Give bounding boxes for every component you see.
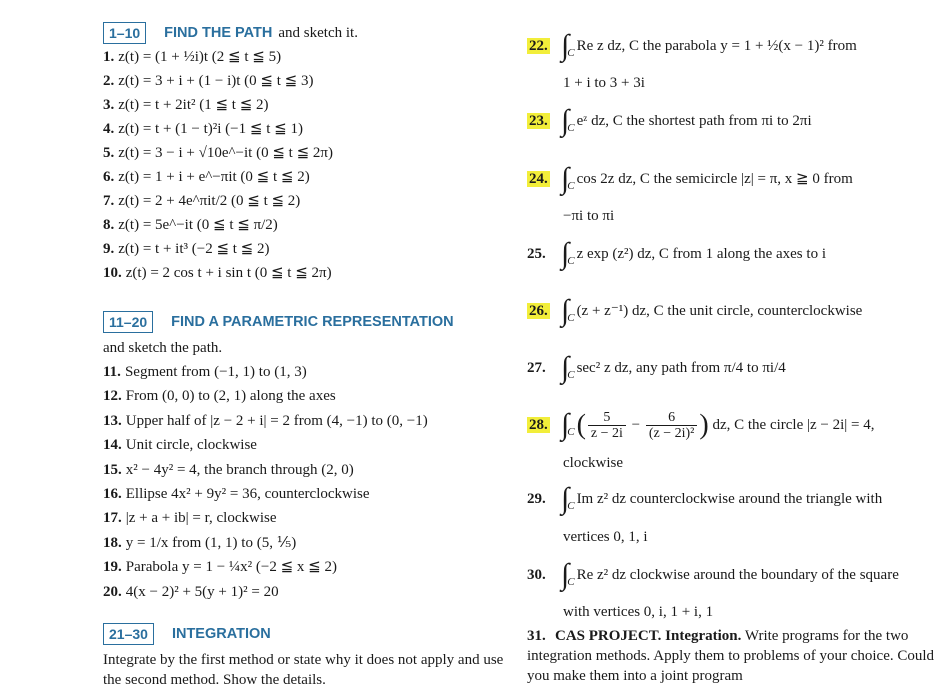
problem-number: 24. bbox=[529, 171, 548, 187]
item-text: z(t) = 2 + 4e^πit/2 (0 ≦ t ≦ 2) bbox=[118, 193, 301, 209]
list-item bbox=[103, 70, 313, 92]
problem-24: 24. $\int_C$ cos 2z dz, C the semicircle |z| = π, x ≧ 0 from bbox=[529, 161, 853, 195]
list-item bbox=[103, 238, 270, 260]
item-text: z(t) = 2 cos t + i sin t (0 ≦ t ≦ 2π) bbox=[125, 265, 332, 281]
item-number: 10. bbox=[103, 265, 122, 281]
item-text: x² − 4y² = 4, the branch through (2, 0) bbox=[125, 461, 354, 478]
item-text: z(t) = t + it³ (−2 ≦ t ≦ 2) bbox=[118, 241, 270, 257]
item-number: 11. bbox=[103, 364, 121, 380]
section-range-badge: 1–10 bbox=[103, 22, 146, 44]
list-item bbox=[103, 581, 279, 603]
problem-text: cos 2z dz, C the semicircle |z| = π, x ≧ 0 from bbox=[576, 171, 853, 187]
item-text: Upper half of |z − 2 + i| = 2 from (4, −1) to (0, −1) bbox=[125, 412, 428, 429]
item-number: 5. bbox=[103, 145, 115, 161]
problem-30: 30. $\int_C$ Re z² dz clockwise around the boundary of the square bbox=[527, 557, 899, 591]
problem-number: 31. bbox=[527, 628, 546, 644]
integral-sign: ∫ bbox=[561, 350, 570, 384]
section-intro: and sketch the path. bbox=[103, 340, 223, 356]
item-text: 4(x − 2)² + 5(y + 1)² = 20 bbox=[125, 583, 279, 600]
problem-text: dz, C the circle |z − 2i| = 4, bbox=[712, 417, 875, 433]
item-text: |z + a + ib| = r, clockwise bbox=[125, 510, 277, 527]
problem-22: 22. $\int_C$ Re z dz, C the parabola y = 1 + ½(x − 1)² from bbox=[529, 28, 857, 62]
section-title: FIND A PARAMETRIC REPRESENTATION bbox=[171, 314, 454, 330]
section-intro: Integrate by the first method or state why it does not apply and use the second method. Show the details. bbox=[103, 652, 504, 688]
list-item bbox=[103, 459, 354, 481]
section-title: FIND THE PATH bbox=[164, 25, 273, 41]
integral-sign: ∫ bbox=[561, 293, 570, 327]
list-item bbox=[103, 507, 277, 529]
problem-number: 26. bbox=[529, 303, 548, 319]
problem-number: 22. bbox=[529, 38, 548, 54]
problem-continuation: clockwise bbox=[563, 455, 623, 471]
section-header-integration bbox=[103, 623, 277, 645]
problem-text: sec² z dz, any path from π/4 to πi/4 bbox=[576, 360, 786, 376]
item-text: Ellipse 4x² + 9y² = 36, counterclockwise bbox=[125, 486, 370, 502]
list-item bbox=[103, 46, 281, 68]
problem-23: 23. $\int_C$ eᶻ dz, C the shortest path from πi to 2πi bbox=[529, 103, 812, 137]
problem-number: 29. bbox=[527, 491, 546, 507]
list-item bbox=[103, 262, 332, 284]
item-number: 12. bbox=[103, 388, 122, 405]
section-range-badge: 21–30 bbox=[103, 623, 154, 645]
item-number: 15. bbox=[103, 461, 122, 478]
problem-number: 27. bbox=[527, 360, 546, 376]
item-text: y = 1/x from (1, 1) to (5, ⅕) bbox=[125, 534, 297, 551]
problem-number: 28. bbox=[529, 417, 548, 433]
problem-28: 28. $\int_C$( $\frac{5}{z - 2i}$ − $\frac{6}{\text{(z − 2i)²}}$ ) dz, C the circle |z − 2i| = 4, bbox=[529, 407, 875, 442]
problem-number: 23. bbox=[529, 113, 548, 129]
section-range-badge: 11–20 bbox=[103, 311, 153, 333]
item-number: 19. bbox=[103, 559, 122, 576]
problem-text: Re z dz, C the parabola y = 1 + ½(x − 1)² from bbox=[576, 38, 857, 54]
item-number: 6. bbox=[103, 169, 115, 185]
list-item bbox=[103, 190, 300, 212]
item-text: Unit circle, clockwise bbox=[125, 437, 257, 454]
item-text: From (0, 0) to (2, 1) along the axes bbox=[125, 388, 336, 405]
list-item bbox=[103, 166, 310, 188]
list-item bbox=[103, 118, 303, 140]
item-number: 8. bbox=[103, 217, 115, 233]
item-number: 9. bbox=[103, 241, 115, 257]
item-text: z(t) = 3 − i + √10e^−it (0 ≦ t ≦ 2π) bbox=[118, 145, 333, 161]
list-item bbox=[103, 532, 296, 554]
project-title: CAS PROJECT. Integration. bbox=[555, 628, 742, 644]
problem-31 bbox=[527, 626, 939, 686]
problem-continuation: with vertices 0, i, 1 + i, 1 bbox=[563, 604, 714, 620]
integral-sign: ∫ bbox=[561, 103, 570, 137]
item-number: 4. bbox=[103, 121, 115, 137]
list-item bbox=[103, 410, 428, 432]
item-number: 14. bbox=[103, 437, 122, 454]
problem-text: Re z² dz clockwise around the boundary of the square bbox=[576, 567, 899, 583]
fraction-term: $\frac{5}{z - 2i}$ bbox=[588, 410, 626, 441]
list-item bbox=[103, 94, 269, 116]
item-text: z(t) = t + 2it² (1 ≦ t ≦ 2) bbox=[118, 97, 269, 113]
problem-number: 25. bbox=[527, 246, 546, 262]
problem-27: 27. $\int_C$ sec² z dz, any path from π/4 to πi/4 bbox=[527, 350, 786, 384]
integral-sign: ∫ bbox=[561, 481, 570, 515]
item-text: z(t) = 3 + i + (1 − i)t (0 ≦ t ≦ 3) bbox=[118, 73, 314, 89]
integral-sign: ∫ bbox=[561, 161, 570, 195]
item-number: 1. bbox=[103, 49, 115, 65]
integral-sign: ∫ bbox=[561, 28, 570, 62]
problem-text: Im z² dz counterclockwise around the triangle with bbox=[576, 491, 883, 507]
item-number: 20. bbox=[103, 583, 122, 600]
list-item bbox=[103, 434, 257, 456]
item-number: 16. bbox=[103, 486, 122, 502]
item-text: Segment from (−1, 1) to (1, 3) bbox=[124, 364, 307, 380]
integral-sign: ∫ bbox=[561, 557, 570, 591]
problem-continuation: 1 + i to 3 + 3i bbox=[563, 75, 645, 91]
section-description: and sketch it. bbox=[278, 24, 358, 41]
list-item bbox=[103, 214, 278, 236]
item-text: z(t) = t + (1 − t)²i (−1 ≦ t ≦ 1) bbox=[118, 121, 303, 137]
integral-sign: ∫ bbox=[561, 236, 570, 270]
fraction-term: $\frac{6}{\text{(z − 2i)²}}$ bbox=[646, 410, 698, 441]
list-item bbox=[103, 385, 336, 407]
problem-text: (z + z⁻¹) dz, C the unit circle, counterclockwise bbox=[576, 303, 863, 319]
item-text: z(t) = 5e^−it (0 ≦ t ≦ π/2) bbox=[118, 217, 278, 233]
section-title: INTEGRATION bbox=[171, 626, 271, 642]
item-number: 17. bbox=[103, 510, 122, 527]
section-header-parametric bbox=[103, 311, 460, 333]
item-number: 7. bbox=[103, 193, 115, 209]
section-header-find-path bbox=[103, 22, 358, 44]
list-item bbox=[103, 361, 307, 383]
item-number: 13. bbox=[103, 412, 122, 429]
problem-29: 29. $\int_C$ Im z² dz counterclockwise around the triangle with bbox=[527, 481, 883, 515]
problem-text: Write programs for the two integration methods. Apply them to problems of your choice. Could you make them into a joint program bbox=[527, 628, 935, 684]
integral-sign: ∫ bbox=[561, 407, 570, 441]
problem-continuation: −πi to πi bbox=[563, 208, 615, 224]
problem-25: 25. $\int_C$ z exp (z²) dz, C from 1 along the axes to i bbox=[527, 236, 826, 270]
problem-26: 26. $\int_C$ (z + z⁻¹) dz, C the unit circle, counterclockwise bbox=[529, 293, 863, 327]
list-item bbox=[103, 142, 333, 164]
item-number: 3. bbox=[103, 97, 115, 113]
problem-text: eᶻ dz, C the shortest path from πi to 2πi bbox=[576, 113, 812, 129]
item-number: 18. bbox=[103, 534, 122, 551]
item-text: Parabola y = 1 − ¼x² (−2 ≦ x ≦ 2) bbox=[125, 559, 337, 576]
problem-text: z exp (z²) dz, C from 1 along the axes to i bbox=[576, 246, 826, 262]
item-text: z(t) = (1 + ½i)t (2 ≦ t ≦ 5) bbox=[118, 49, 282, 65]
list-item bbox=[103, 483, 370, 505]
problem-number: 30. bbox=[527, 567, 546, 583]
list-item bbox=[103, 556, 337, 578]
problem-continuation: vertices 0, 1, i bbox=[563, 529, 648, 545]
item-number: 2. bbox=[103, 73, 115, 89]
item-text: z(t) = 1 + i + e^−πit (0 ≦ t ≦ 2) bbox=[118, 169, 310, 185]
